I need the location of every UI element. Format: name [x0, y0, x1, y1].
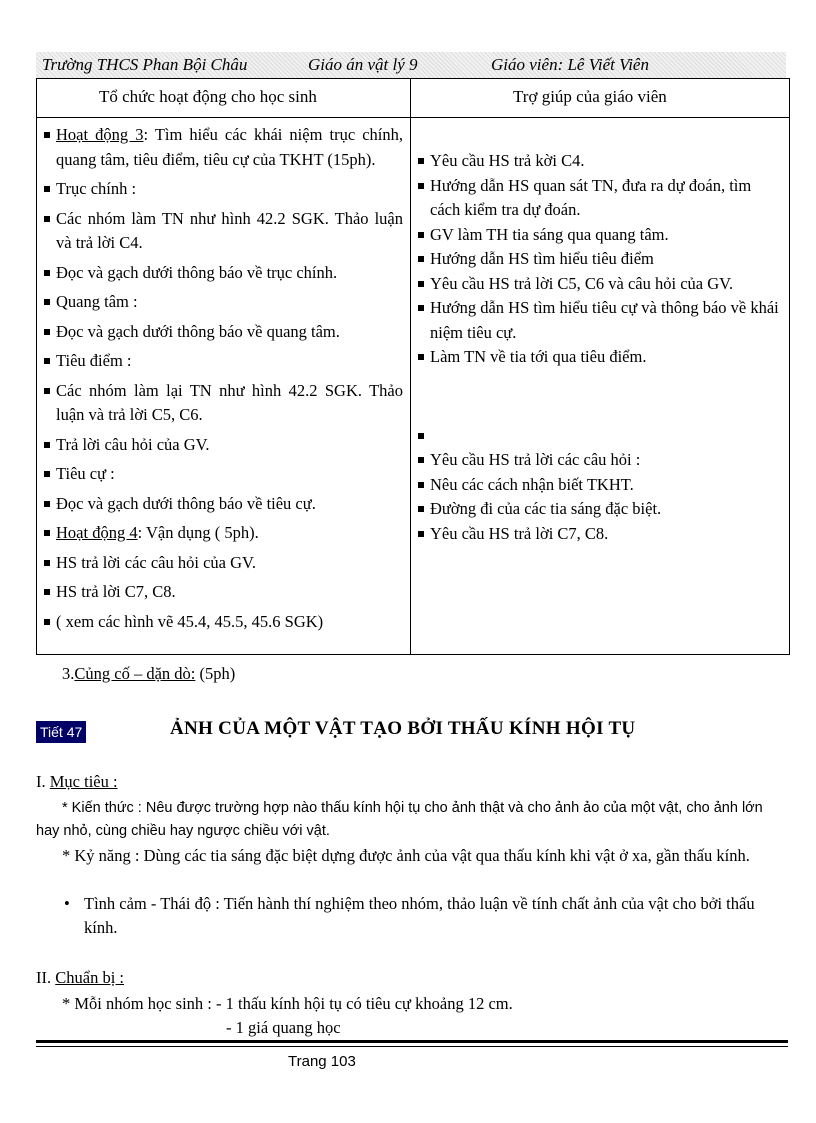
header-school: Trường THCS Phan Bội Châu: [42, 55, 248, 74]
section-3: 3.Củng cố – dặn dò: (5ph): [62, 664, 236, 683]
activity-table: [36, 78, 790, 655]
list-item: Hướng dẫn HS tìm hiểu tiêu cự và thông báo về khái niệm tiêu cự.: [417, 296, 785, 345]
objectives-knowledge: * Kiến thức : Nêu được trường hợp nào thấu kính hội tụ cho ảnh thật và cho ảnh ảo của một vật, cho ảnh lớn hay nhỏ, cùng chiều hay ngược chiều với vật.: [36, 800, 763, 839]
list-item: Làm TN về tia tới qua tiêu điểm.: [417, 345, 785, 370]
objectives-heading: I. Mục tiêu :: [36, 772, 118, 791]
lesson-badge: Tiết 47: [36, 721, 86, 743]
list-item: Trả lời câu hỏi của GV.: [43, 433, 403, 458]
list-item: ( xem các hình vẽ 45.4, 45.5, 45.6 SGK): [43, 610, 403, 635]
footer-rule-thin: [36, 1046, 788, 1047]
list-item: Yêu cầu HS trả kời C4.: [417, 149, 785, 174]
header-teacher: Giáo viên: Lê Viết Viên: [491, 55, 649, 74]
list-item: HS trả lời C7, C8.: [43, 580, 403, 605]
list-item: Trục chính :: [43, 177, 403, 202]
col-right-header: Trợ giúp của giáo viên: [513, 87, 667, 106]
list-item: Đọc và gạch dưới thông báo về quang tâm.: [43, 320, 403, 345]
activity-4: Hoạt động 4: Vận dụng ( 5ph).: [43, 521, 403, 546]
activity-3: Hoạt động 3: Tìm hiểu các khái niệm trục chính, quang tâm, tiêu điểm, tiêu cự của TKHT (15ph).: [43, 123, 403, 172]
list-item: Đọc và gạch dưới thông báo về tiêu cự.: [43, 492, 403, 517]
teacher-support: [417, 149, 785, 546]
list-item: Yêu cầu HS trả lời C7, C8.: [417, 522, 785, 547]
page-header: [36, 52, 786, 78]
list-item: Hướng dẫn HS quan sát TN, đưa ra dự đoán, tìm cách kiểm tra dự đoán.: [417, 174, 785, 223]
list-item: Quang tâm :: [43, 290, 403, 315]
list-item: Nêu các cách nhận biết TKHT.: [417, 473, 785, 498]
list-item: Đọc và gạch dưới thông báo về trục chính.: [43, 261, 403, 286]
objectives-attitude: • Tình cảm - Thái độ : Tiến hành thí nghiệm theo nhóm, thảo luận về tính chất ảnh của vật cho bởi thấu kính.: [84, 892, 784, 940]
page-number: Trang 103: [288, 1053, 356, 1070]
footer-rule-thick: [36, 1040, 788, 1043]
list-item: HS trả lời các câu hỏi của GV.: [43, 551, 403, 576]
objectives-skills: * Kỷ năng : Dùng các tia sáng đặc biệt dựng được ảnh của vật qua thấu kính khi vật ở xa, gần thấu kính.: [62, 846, 750, 865]
lesson-title: ẢNH CỦA MỘT VẬT TẠO BỞI THẤU KÍNH HỘI TỤ: [170, 718, 636, 739]
prep-line-2: - 1 giá quang học: [226, 1018, 341, 1037]
prep-heading: II. Chuẩn bị :: [36, 968, 124, 987]
list-item: GV làm TH tia sáng qua quang tâm.: [417, 223, 785, 248]
list-item: Yêu cầu HS trả lời các câu hỏi :: [417, 448, 785, 473]
header-subject: Giáo án vật lý 9: [308, 55, 418, 74]
list-item: Hướng dẫn HS tìm hiểu tiêu điểm: [417, 247, 785, 272]
list-item: Yêu cầu HS trả lời C5, C6 và câu hỏi của GV.: [417, 272, 785, 297]
list-item: Đường đi của các tia sáng đặc biệt.: [417, 497, 785, 522]
list-item: Tiêu cự :: [43, 462, 403, 487]
empty-bullet: [417, 424, 785, 449]
col-left-header: Tổ chức hoạt động cho học sinh: [99, 87, 317, 106]
list-item: Tiêu điểm :: [43, 349, 403, 374]
table-header-rule: [37, 117, 789, 118]
prep-line-1: * Mỗi nhóm học sinh : - 1 thấu kính hội tụ có tiêu cự khoảng 12 cm.: [62, 994, 513, 1013]
student-activities: [43, 123, 403, 634]
table-divider: [410, 79, 411, 654]
list-item: Các nhóm làm lại TN như hình 42.2 SGK. Thảo luận và trả lời C5, C6.: [43, 379, 403, 428]
list-item: Các nhóm làm TN như hình 42.2 SGK. Thảo luận và trả lời C4.: [43, 207, 403, 256]
